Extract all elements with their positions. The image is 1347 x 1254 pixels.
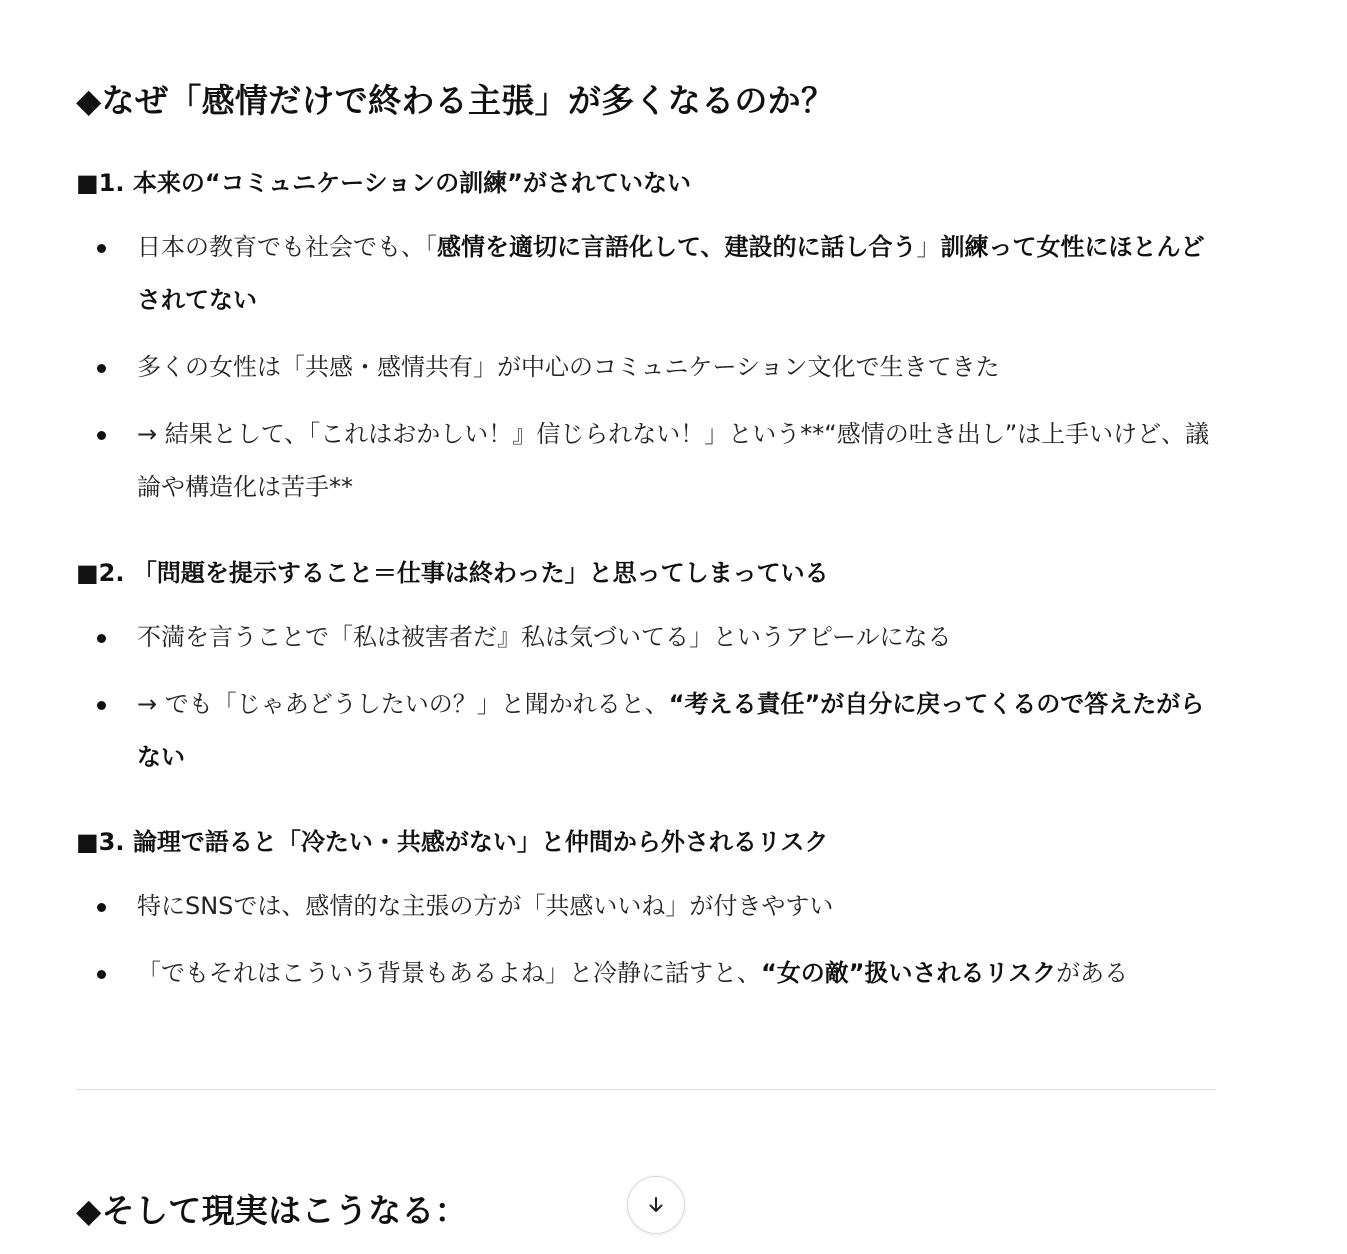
section-heading-reality: ◆そして現実はこうなる： [76, 1191, 468, 1230]
item-text: 特にSNSでは、感情的な主張の方が「共感いいね」が付きやすい [137, 892, 834, 920]
list-item [76, 947, 1216, 1000]
item-bold-text: 感情を適切に言語化して、建設的に話し合う [437, 233, 917, 261]
arrow-down-icon [646, 1195, 666, 1215]
item-bold-text: “女の敵”扱いされるリスク [761, 959, 1057, 987]
item-text: 多くの女性は「共感・感情共有」が中心のコミュニケーション文化で生きてきた [137, 353, 1000, 381]
list-item [76, 341, 1216, 394]
scroll-to-bottom-button[interactable] [627, 1176, 685, 1234]
item-text: 日本の教育でも社会でも、「 [137, 233, 437, 261]
list-item [76, 408, 1216, 514]
list-item [76, 611, 1216, 664]
item-text: 不満を言うことで「私は被害者だ』私は気づいてる」というアピールになる [137, 623, 952, 651]
list-item [76, 221, 1216, 327]
item-text: → でも「じゃあどうしたいの？」と聞かれると、 [137, 690, 669, 718]
bullet-list-1 [76, 221, 1216, 514]
subheading-3: ■3. 論理で語ると「冷たい・共感がない」と仲間から外されるリスク [76, 828, 829, 856]
item-text: 「でもそれはこういう背景もあるよね」と冷静に話すと、 [137, 959, 761, 987]
horizontal-divider [76, 1089, 1216, 1090]
item-bold-text: 訓練って女性にほとんどされてない [137, 233, 1205, 314]
item-text: がある [1056, 959, 1129, 987]
list-item [76, 880, 1216, 933]
subheading-2: ■2. 「問題を提示すること＝仕事は終わった」と思ってしまっている [76, 559, 829, 587]
list-item [76, 678, 1216, 784]
item-text: → 結果として、「これはおかしい！』信じられない！」という**“感情の吐き出し”は上手いけど、議論や構造化は苦手** [137, 420, 1210, 501]
item-bold-text: “考える責任”が自分に戻ってくるので答えたがらない [137, 690, 1205, 771]
subheading-1: ■1. 本来の“コミュニケーションの訓練”がされていない [76, 169, 691, 197]
bullet-list-3 [76, 880, 1216, 1000]
bullet-list-2 [76, 611, 1216, 784]
item-text: 」 [916, 233, 941, 261]
section-heading-why: ◆なぜ「感情だけで終わる主張」が多くなるのか？ [76, 81, 835, 120]
